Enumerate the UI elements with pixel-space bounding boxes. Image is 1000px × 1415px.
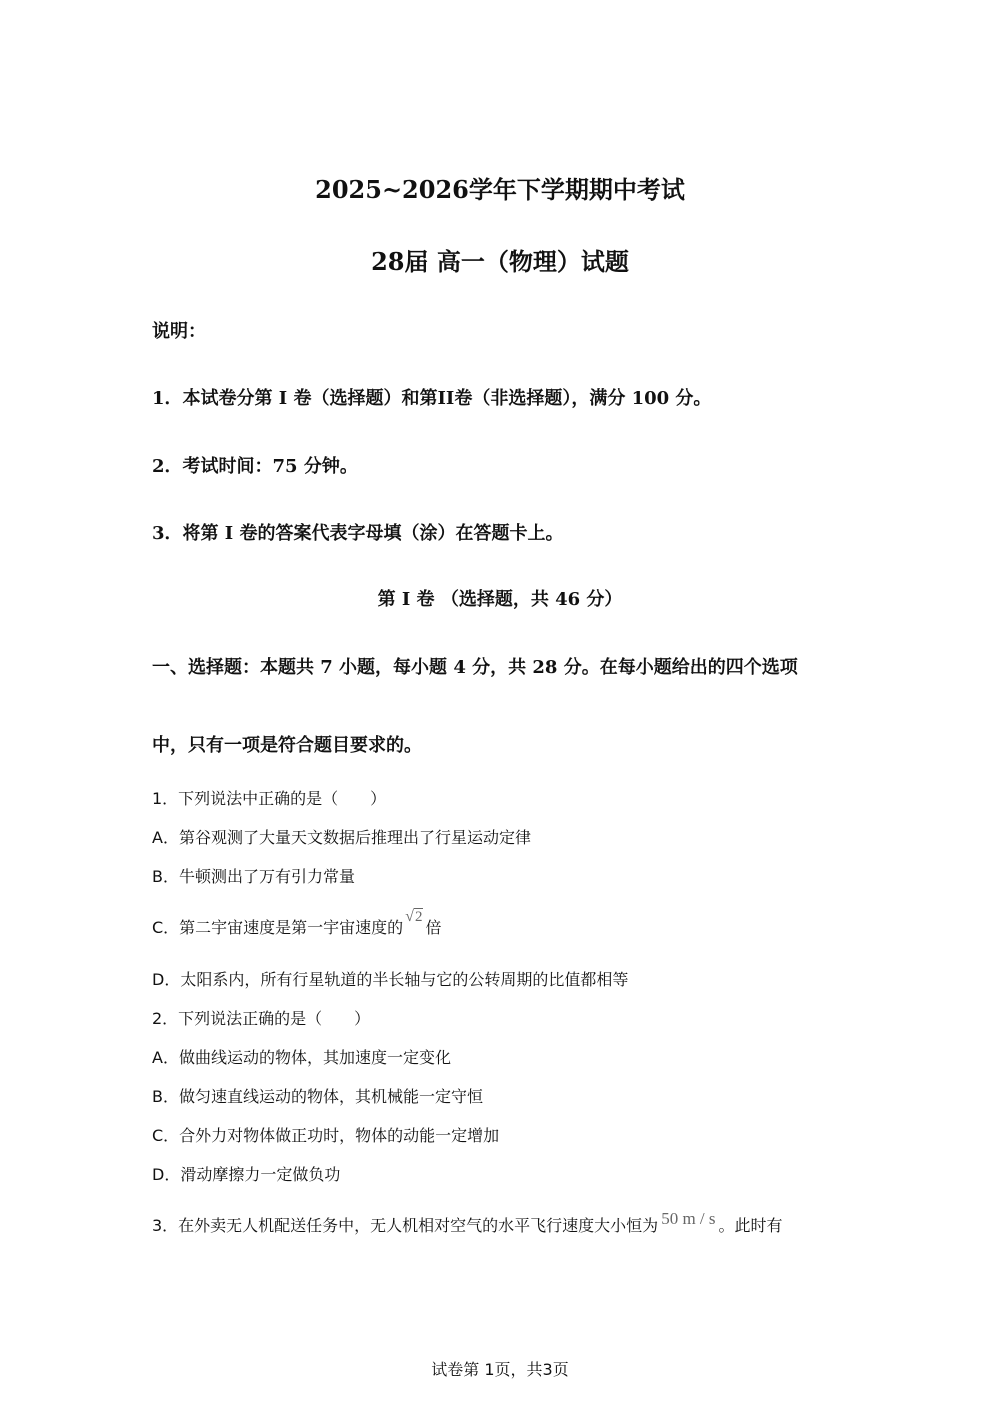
page-footer: 试卷第 1页，共3页 <box>431 1360 569 1379</box>
sqrt-expression <box>405 906 423 926</box>
sqrt-radicand: 2 <box>414 909 423 925</box>
radical-sign-icon: √ <box>405 908 414 925</box>
question-1-option-d: D．太阳系内，所有行星轨道的半长轴与它的公转周期的比值都相等 <box>152 970 629 989</box>
question-2-option-d: D．滑动摩擦力一定做负功 <box>152 1165 341 1184</box>
question-3-stem <box>152 1209 783 1236</box>
note-item-3: 3．将第 I 卷的答案代表字母填（涂）在答题卡上。 <box>152 523 564 544</box>
question-1-option-c <box>152 908 442 938</box>
notes-heading: 说明： <box>152 321 206 342</box>
option-c-prefix: C．第二宇宙速度是第一宇宙速度的 <box>152 918 404 937</box>
velocity-expression: 50 m / s <box>661 1209 716 1228</box>
question-1-stem: 1．下列说法中正确的是（ ） <box>152 789 387 808</box>
section-instruction-line2: 中，只有一项是符合题目要求的。 <box>152 735 422 756</box>
question-1-option-b: B．牛顿测出了万有引力常量 <box>152 867 355 886</box>
option-c-suffix: 倍 <box>425 918 442 937</box>
section-heading: 第 I 卷 （选择题，共 46 分） <box>377 589 623 610</box>
note-item-1: 1．本试卷分第 I 卷（选择题）和第II卷（非选择题），满分 100 分。 <box>152 388 712 409</box>
question-3-stem-prefix: 3．在外卖无人机配送任务中，无人机相对空气的水平飞行速度大小恒为 <box>152 1216 659 1235</box>
question-2-option-a: A．做曲线运动的物体，其加速度一定变化 <box>152 1048 451 1067</box>
question-2-option-c: C．合外力对物体做正功时，物体的动能一定增加 <box>152 1126 500 1145</box>
question-1-option-a: A．第谷观测了大量天文数据后推理出了行星运动定律 <box>152 828 531 847</box>
question-2-option-b: B．做匀速直线运动的物体，其机械能一定守恒 <box>152 1087 483 1106</box>
exam-subtitle: 28届 高一（物理）试题 <box>371 247 629 276</box>
question-2-stem: 2．下列说法正确的是（ ） <box>152 1009 371 1028</box>
section-instruction-line1: 一、选择题：本题共 7 小题，每小题 4 分，共 28 分。在每小题给出的四个选项 <box>152 657 798 678</box>
question-3-stem-suffix: 。此时有 <box>718 1216 783 1235</box>
exam-title: 2025~2026学年下学期期中考试 <box>315 175 685 204</box>
note-item-2: 2．考试时间：75 分钟。 <box>152 456 358 477</box>
